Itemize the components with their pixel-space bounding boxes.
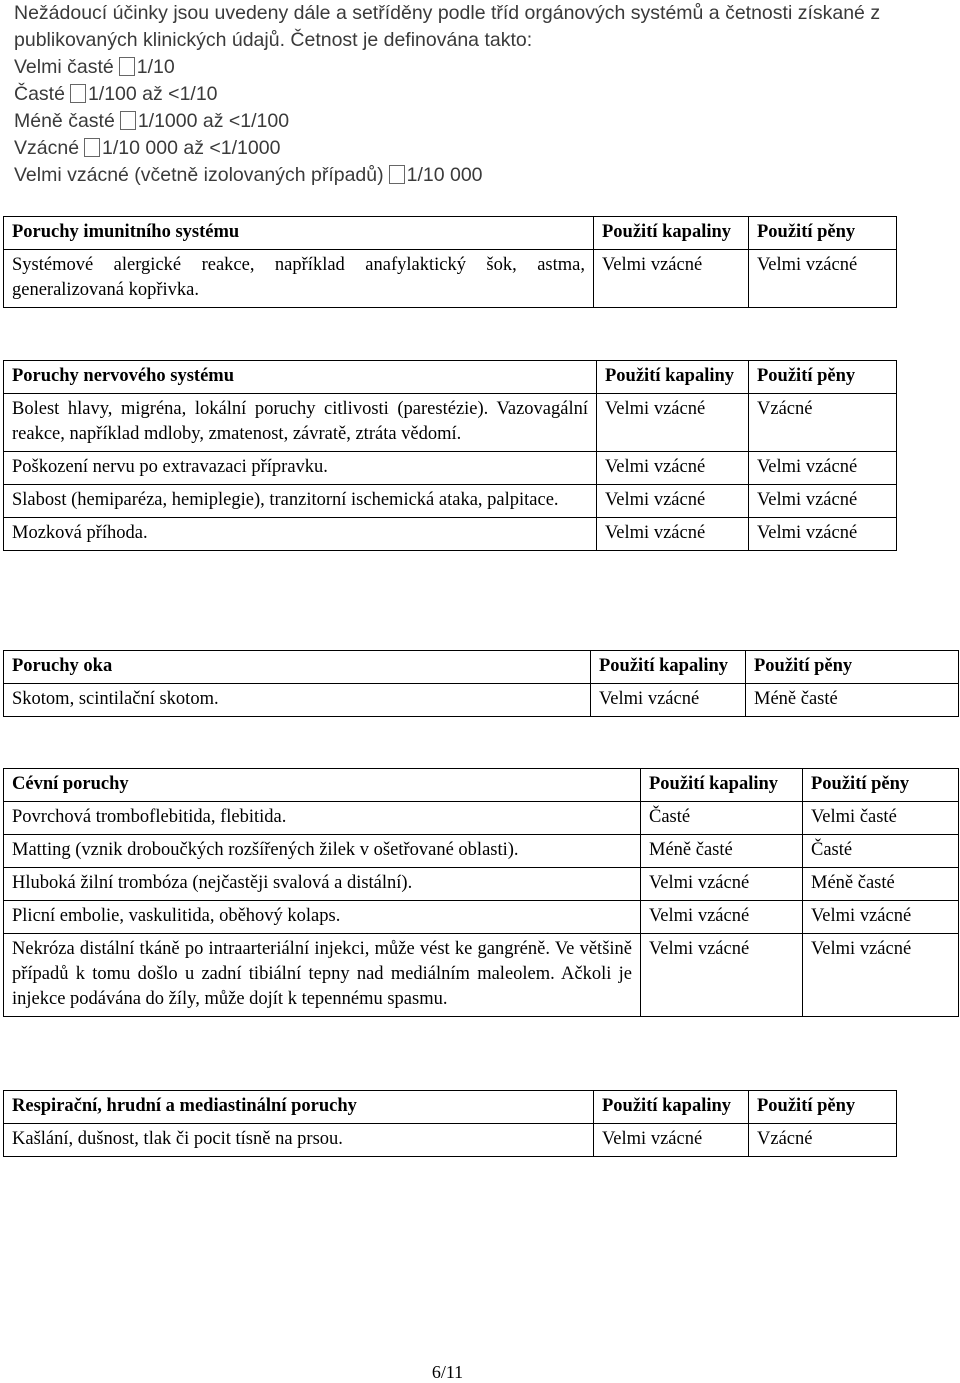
adverse-effect-text: Matting (vznik droboučkých rozšířených žilek v ošetřované oblasti). (4, 835, 641, 868)
intro-paragraph: Nežádoucí účinky jsou uvedeny dále a setříděny podle tříd orgánových systémů a četnosti získané z publikovaných klinických údajů. Četnost je definována takto: (14, 2, 881, 51)
table-row (4, 518, 897, 551)
drops-frequency: Velmi vzácné (597, 452, 749, 485)
table-vascular-disorders (3, 768, 959, 1017)
greater-or-equal-glyph-icon (84, 138, 100, 157)
page-number: 6/11 (431, 1362, 464, 1382)
column-foam-header: Použití pěny (803, 769, 959, 802)
foam-frequency: Velmi vzácné (803, 934, 959, 1017)
foam-frequency: Vzácné (749, 1124, 897, 1157)
foam-frequency: Velmi časté (803, 802, 959, 835)
table-row (4, 684, 959, 717)
table-header-row (4, 1091, 897, 1124)
frequency-uncommon: Méně časté 1/1000 až <1/100 (14, 110, 290, 132)
foam-frequency: Velmi vzácné (749, 452, 897, 485)
column-foam-header: Použití pěny (746, 651, 959, 684)
foam-frequency: Velmi vzácné (749, 250, 897, 308)
greater-or-equal-glyph-icon (120, 111, 136, 130)
adverse-effect-text: Bolest hlavy, migréna, lokální poruchy citlivosti (parestézie). Vazovagální reakce, například mdloby, zmatenost, závratě, ztráta vědomí. (4, 394, 597, 452)
table-header-row (4, 361, 897, 394)
drops-frequency: Velmi vzácné (594, 250, 749, 308)
greater-or-equal-glyph-icon (70, 84, 86, 103)
foam-frequency: Velmi vzácné (803, 901, 959, 934)
frequency-common: Časté 1/100 až <1/10 (14, 83, 218, 105)
adverse-effect-text: Kašlání, dušnost, tlak či pocit tísně na prsou. (4, 1124, 594, 1157)
table-row (4, 934, 959, 1017)
table-header-row (4, 769, 959, 802)
frequency-very-rare: Velmi vzácné (včetně izolovaných případů) 1/10 000 (14, 164, 483, 186)
column-drops-header: Použití kapaliny (597, 361, 749, 394)
adverse-effect-text: Mozková příhoda. (4, 518, 597, 551)
adverse-effect-text: Skotom, scintilační skotom. (4, 684, 591, 717)
category-title: Poruchy nervového systému (4, 361, 597, 394)
table-respiratory-disorders (3, 1090, 897, 1157)
table-row (4, 452, 897, 485)
category-title: Respirační, hrudní a mediastinální poruchy (4, 1091, 594, 1124)
foam-frequency: Vzácné (749, 394, 897, 452)
category-title: Poruchy oka (4, 651, 591, 684)
drops-frequency: Velmi vzácné (597, 485, 749, 518)
foam-frequency: Méně časté (746, 684, 959, 717)
intro-text (14, 0, 914, 189)
adverse-effect-text: Poškození nervu po extravazaci přípravku. (4, 452, 597, 485)
table-eye-disorders (3, 650, 959, 717)
table-header-row (4, 651, 959, 684)
drops-frequency: Velmi vzácné (597, 394, 749, 452)
table-row (4, 250, 897, 308)
adverse-effect-text: Nekróza distální tkáně po intraarteriální injekci, může vést ke gangréně. Ve většině případů k tomu došlo u zadní tibiální tepny nad mediálním maleolem. Ačkoli je injekce podávána do žíly, může dojít k tepennému spasmu. (4, 934, 641, 1017)
foam-frequency: Časté (803, 835, 959, 868)
foam-frequency: Velmi vzácné (749, 485, 897, 518)
foam-frequency: Méně časté (803, 868, 959, 901)
adverse-effect-text: Slabost (hemiparéza, hemiplegie), tranzitorní ischemická ataka, palpitace. (4, 485, 597, 518)
column-foam-header: Použití pěny (749, 361, 897, 394)
frequency-very-common: Velmi časté 1/10 (14, 56, 175, 78)
column-drops-header: Použití kapaliny (641, 769, 803, 802)
table-row (4, 1124, 897, 1157)
table-nervous-system (3, 360, 897, 551)
category-title: Cévní poruchy (4, 769, 641, 802)
table-immune-system (3, 216, 897, 308)
greater-or-equal-glyph-icon (119, 57, 135, 76)
foam-frequency: Velmi vzácné (749, 518, 897, 551)
drops-frequency: Méně časté (641, 835, 803, 868)
drops-frequency: Velmi vzácné (641, 868, 803, 901)
column-drops-header: Použití kapaliny (591, 651, 746, 684)
adverse-effect-text: Hluboká žilní trombóza (nejčastěji svalová a distální). (4, 868, 641, 901)
table-row (4, 901, 959, 934)
column-drops-header: Použití kapaliny (594, 1091, 749, 1124)
column-drops-header: Použití kapaliny (594, 217, 749, 250)
drops-frequency: Velmi vzácné (594, 1124, 749, 1157)
adverse-effect-text: Plicní embolie, vaskulitida, oběhový kolaps. (4, 901, 641, 934)
drops-frequency: Velmi vzácné (597, 518, 749, 551)
drops-frequency: Velmi vzácné (591, 684, 746, 717)
drops-frequency: Velmi vzácné (641, 934, 803, 1017)
table-row (4, 485, 897, 518)
less-than-glyph-icon (389, 165, 405, 184)
adverse-effect-text: Povrchová tromboflebitida, flebitida. (4, 802, 641, 835)
drops-frequency: Velmi vzácné (641, 901, 803, 934)
category-title: Poruchy imunitního systému (4, 217, 594, 250)
drops-frequency: Časté (641, 802, 803, 835)
table-row (4, 835, 959, 868)
table-row (4, 868, 959, 901)
column-foam-header: Použití pěny (749, 1091, 897, 1124)
column-foam-header: Použití pěny (749, 217, 897, 250)
table-row (4, 802, 959, 835)
adverse-effect-text: Systémové alergické reakce, například anafylaktický šok, astma, generalizovaná kopřivka. (4, 250, 594, 308)
frequency-rare: Vzácné 1/10 000 až <1/1000 (14, 137, 281, 159)
table-header-row (4, 217, 897, 250)
table-row (4, 394, 897, 452)
